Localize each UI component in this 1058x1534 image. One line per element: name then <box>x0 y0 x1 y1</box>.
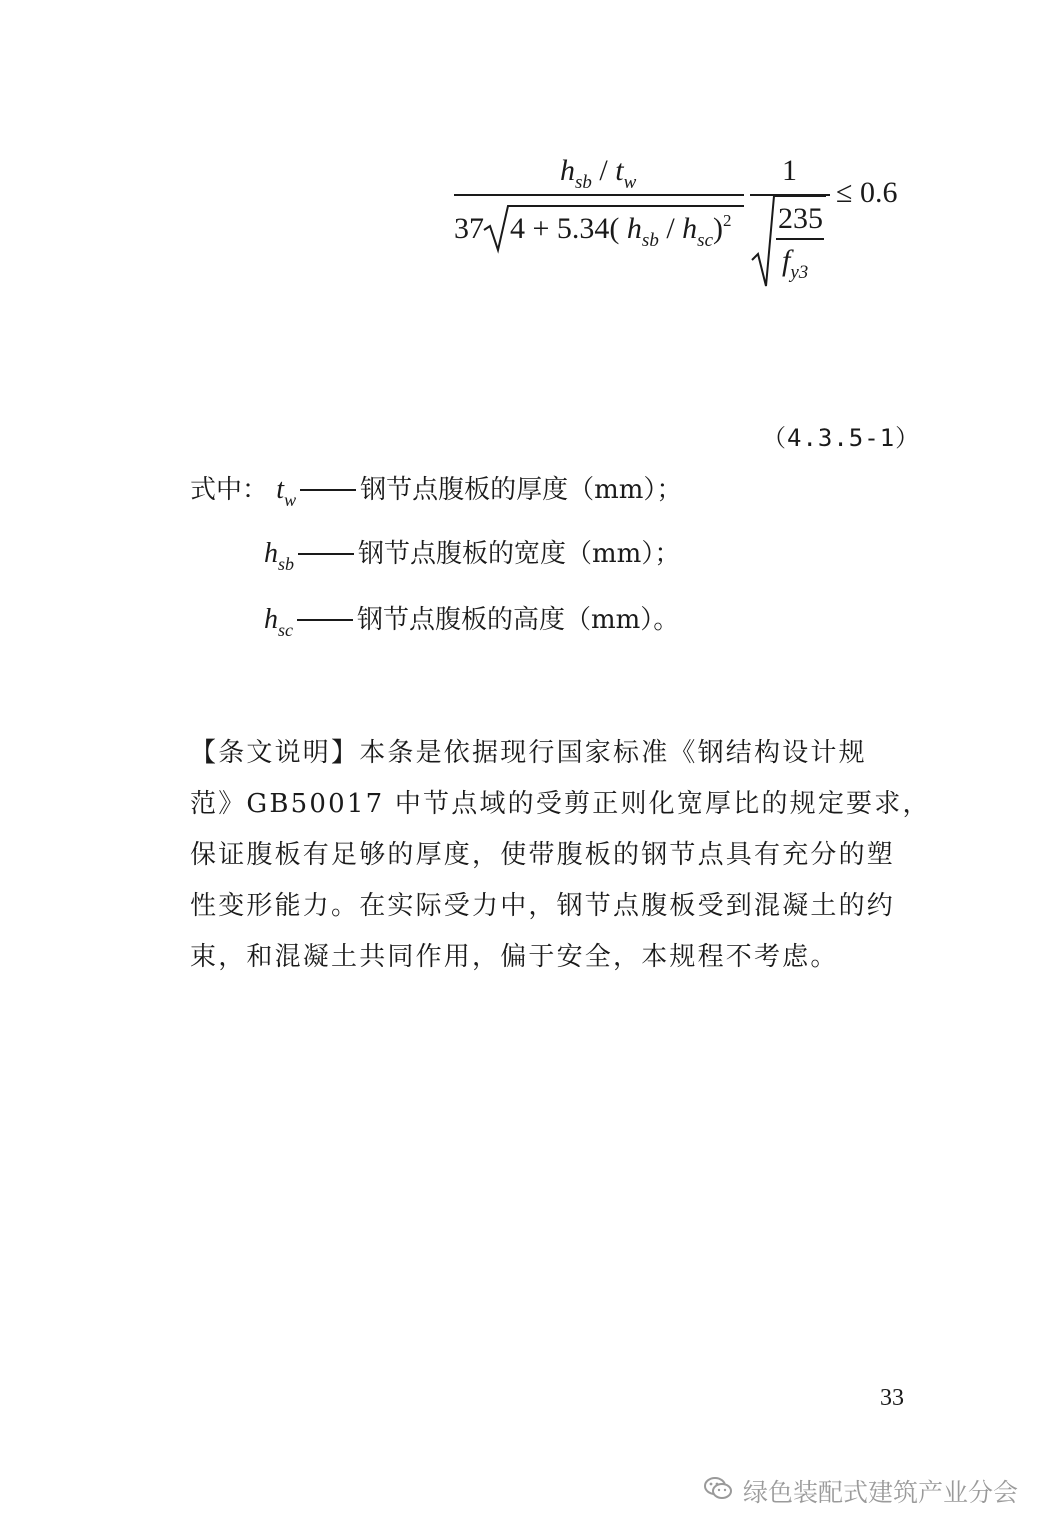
denominator-coefficient: 37 <box>454 212 484 245</box>
wechat-icon <box>703 1475 733 1507</box>
symbol-tw: $t_w$ <box>276 474 297 510</box>
paragraph-line: 性变形能力。在实际受力中，钢节点腹板受到混凝土的约 <box>190 891 896 921</box>
factor-inner-denominator: $f_{y3}$ <box>782 244 809 283</box>
paragraph-line: 范》GB50017 中节点域的受剪正则化宽厚比的规定要求， <box>190 789 931 819</box>
formula-relation: ≤ 0.6 <box>836 176 898 209</box>
inner-fraction-line <box>776 238 824 240</box>
definition-row: 式中： $t_w$ 钢节点腹板的厚度（mm）； <box>190 474 683 510</box>
formula <box>448 150 918 300</box>
em-dash <box>297 619 353 621</box>
watermark-text: 绿色装配式建筑产业分会 <box>743 1478 1019 1507</box>
factor-inner-numerator: 235 <box>778 202 823 235</box>
symbol-hsc: $h_{sc}$ <box>264 604 293 640</box>
paragraph-line: 束，和混凝土共同作用，偏于安全，本规程不考虑。 <box>190 942 839 972</box>
definition-row: $h_{sc}$ 钢节点腹板的高度（mm）。 <box>264 604 680 640</box>
symbol-hsb: $h_{sb}$ <box>264 538 295 574</box>
factor-fraction-line <box>750 194 830 196</box>
em-dash <box>300 489 356 491</box>
paragraph-line: 保证腹板有足够的厚度，使带腹板的钢节点具有充分的塑 <box>190 840 896 870</box>
paragraph-line: 【条文说明】本条是依据现行国家标准《钢结构设计规 <box>190 738 867 768</box>
clause-explanation <box>190 728 931 983</box>
formula-numerator: $h_{sb} / t_w$ <box>560 154 637 193</box>
em-dash <box>298 553 354 555</box>
watermark <box>703 1473 1018 1509</box>
page-number: 33 <box>880 1385 904 1411</box>
definition-row: $h_{sb}$ 钢节点腹板的宽度（mm）； <box>264 538 681 574</box>
factor-numerator: 1 <box>782 154 797 187</box>
denominator-radicand: 4 + 5.34( $h_{sb} / h_{sc})^2$ <box>510 211 732 251</box>
equation-number: （4.3.5-1） <box>762 424 921 452</box>
definitions-prefix: 式中： <box>190 475 269 505</box>
